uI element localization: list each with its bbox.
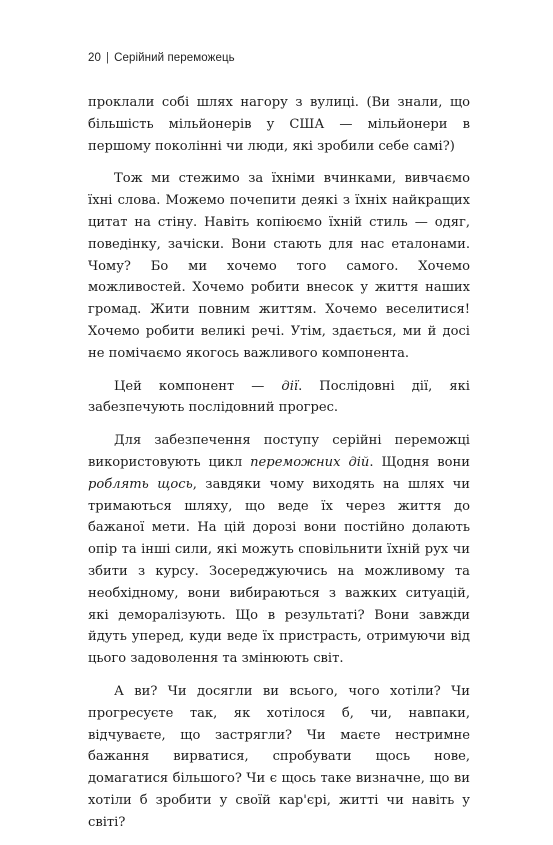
running-header bbox=[88, 52, 235, 64]
paragraph-4-emphasis-1: переможних дій bbox=[250, 454, 370, 470]
paragraph-3-emphasis: дії bbox=[281, 378, 299, 394]
paragraph-4-text-b: . Щодня вони bbox=[369, 454, 471, 470]
paragraph-4-text-c: , завдяки чому виходять на шлях чи тримаються шляху, що веде їх через життя до бажаної мети. На цій дорозі вони постійно долають опір та інші сили, які можуть сповільнити їхній рух чи збити з курсу. Зосереджуючись на можливому та необхідному, вони вибираються з важких ситуацій, які деморалізують. Що в результаті? Вони завжди йдуть уперед, куди веде їх пристрасть, отримуючи від цього задоволення та змінюють світ. bbox=[88, 476, 471, 667]
paragraph-5: А ви? Чи досягли ви всього, чого хотіли? Чи прогресуєте так, як хотілося б, чи, навпаки, відчуваєте, що застрягли? Чи маєте нестримне бажання вирватися, спробувати щось нове, домагатися більшого? Чи є щось таке визначне, що ви хотіли б зробити у своїй кар'єрі, житті чи навіть у світі? bbox=[88, 683, 470, 830]
paragraph-3 bbox=[88, 376, 470, 420]
paragraph-3-text-start: Цей компонент — bbox=[114, 378, 282, 394]
paragraph-4-text-a: Для забезпечення поступу серійні переможці використовують цикл bbox=[88, 433, 470, 470]
header-separator: | bbox=[106, 52, 110, 64]
paragraph-4-emphasis-2: роблять щось bbox=[88, 476, 193, 492]
page-number: 20 bbox=[88, 52, 101, 64]
paragraph-4 bbox=[88, 430, 470, 670]
body-text bbox=[88, 92, 470, 845]
paragraph-2: Тож ми стежимо за їхніми вчинками, вивчаємо їхні слова. Можемо почепити деякі з їхніх найкращих цитат на стіну. Навіть копіюємо їхній стиль — одяг, поведінку, зачіски. Вони стають для нас еталонами. Чому? Бо ми хочемо того самого. Хочемо можливостей. Хочемо робити внесок у життя наших громад. Жити повним життям. Хочемо веселитися! Хочемо робити великі речі. Утім, здається, ми й досі не помічаємо якогось важливого компонента. bbox=[88, 171, 470, 361]
paragraph-1: проклали собі шлях нагору з вулиці. (Ви знали, що більшість мільйонерів у США — мільйонери в першому поколінні чи люди, які зробили себе самі?) bbox=[88, 95, 470, 154]
paragraph-3-text-end: . Послідовні дії, які забезпечують послідовний прогрес. bbox=[88, 378, 470, 416]
chapter-title: Серійний переможець bbox=[114, 52, 235, 64]
